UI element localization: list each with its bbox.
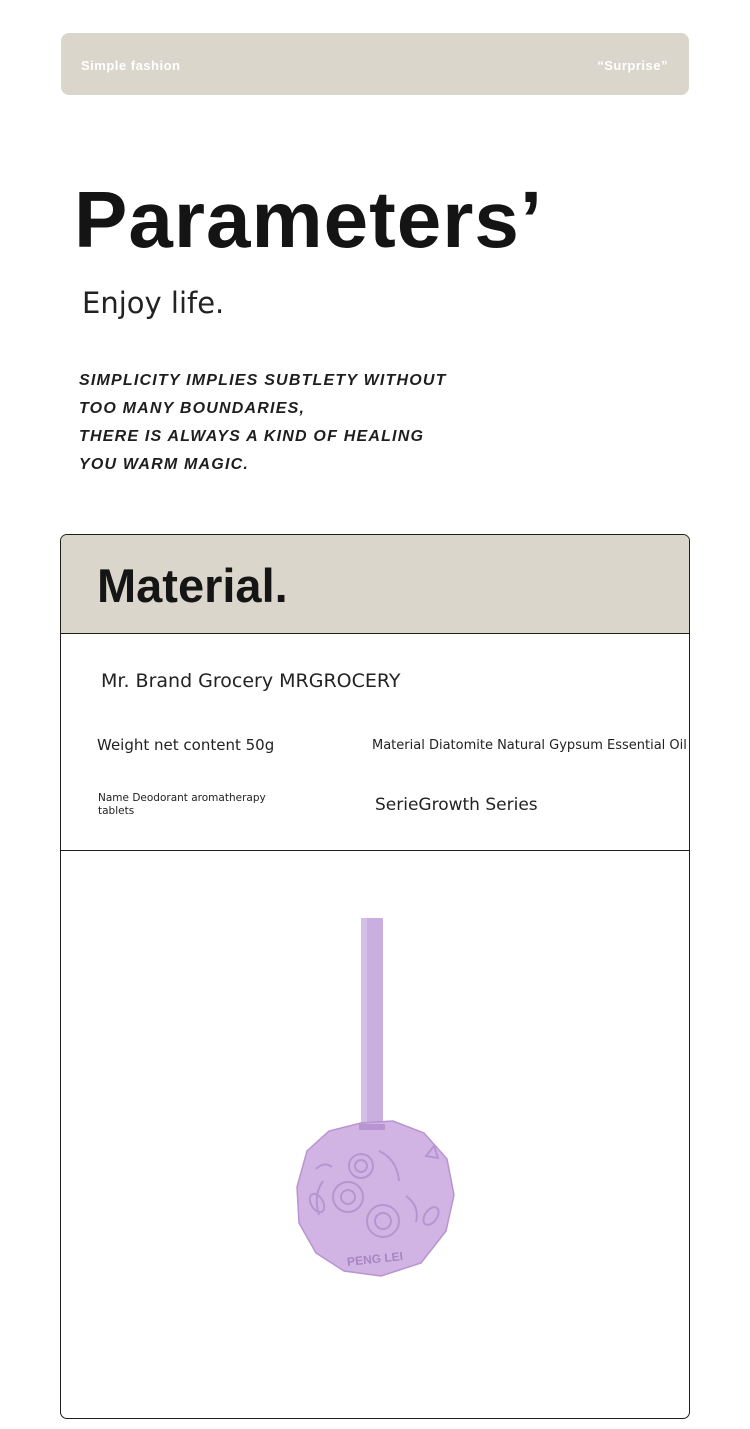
brand-text: Mr. Brand Grocery MRGROCERY bbox=[101, 670, 401, 692]
product-image-area bbox=[61, 851, 689, 1418]
intro-line: THERE IS ALWAYS A KIND OF HEALING bbox=[79, 428, 425, 445]
material-text: Material Diatomite Natural Gypsum Essential Oil bbox=[372, 738, 687, 753]
stamp-text: PENG LEI bbox=[346, 1249, 404, 1269]
intro-line: YOU WARM MAGIC. bbox=[79, 456, 249, 473]
page-subtitle: Enjoy life. bbox=[82, 286, 225, 320]
intro-line: TOO MANY BOUNDARIES, bbox=[79, 400, 306, 417]
banner-right-text: “Surprise” bbox=[597, 58, 668, 73]
series-text: SerieGrowth Series bbox=[375, 795, 538, 815]
material-card bbox=[60, 534, 690, 1419]
material-heading: Material. bbox=[97, 559, 288, 612]
page-title: Parameters’ bbox=[74, 175, 544, 264]
aroma-tablet-image bbox=[61, 851, 689, 1418]
parameter-list bbox=[61, 634, 689, 851]
weight-text: Weight net content 50g bbox=[97, 736, 275, 754]
intro-copy bbox=[79, 370, 447, 482]
material-header bbox=[61, 535, 689, 634]
top-banner bbox=[61, 33, 689, 95]
intro-line: SIMPLICITY IMPLIES SUBTLETY WITHOUT bbox=[79, 372, 447, 389]
banner-left-text: Simple fashion bbox=[81, 58, 181, 73]
product-name-text: Name Deodorant aromatherapy tablets bbox=[98, 792, 266, 817]
